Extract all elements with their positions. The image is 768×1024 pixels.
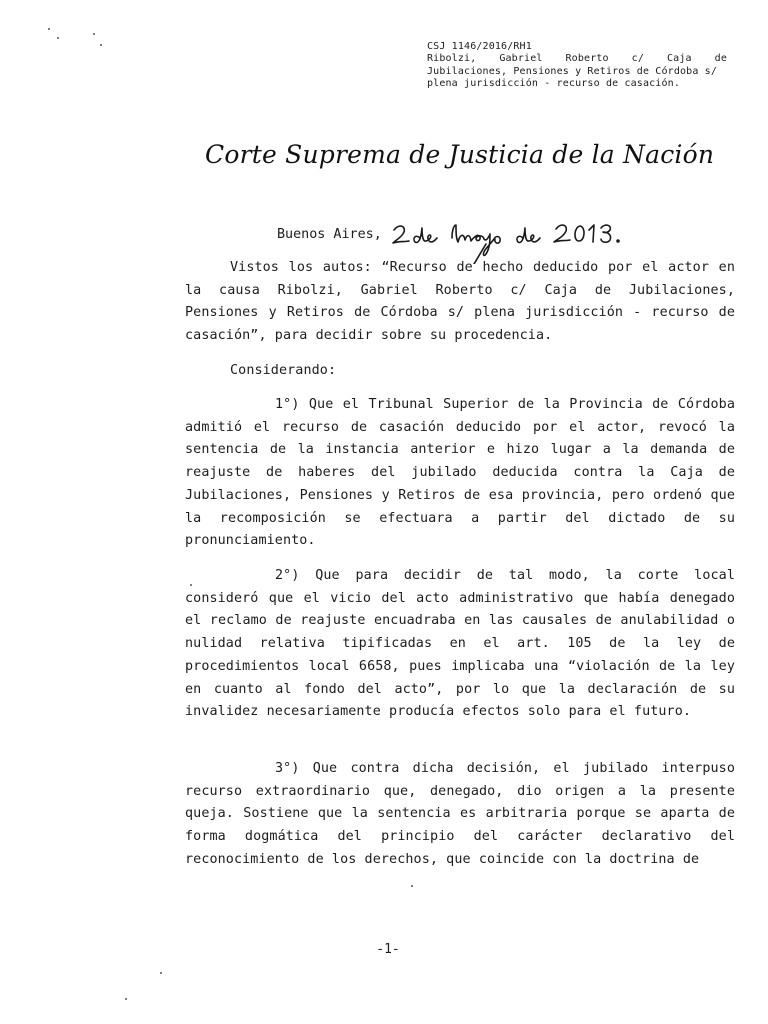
scan-speck (411, 885, 413, 887)
scan-speck (160, 972, 162, 974)
case-caption-line: Jubilaciones, Pensiones y Retiros de Córdoba s/ (427, 65, 718, 77)
paragraph-1 (185, 394, 735, 553)
paragraph-2 (185, 565, 735, 724)
paragraph-3 (185, 758, 735, 872)
case-number: CSJ 1146/2016/RH1 (427, 41, 532, 52)
page-number: -1- (376, 942, 400, 957)
scan-speck (125, 998, 127, 1000)
court-title: Corte Suprema de Justicia de la Nación (205, 140, 715, 169)
case-caption-line: Ribolzi, Gabriel Roberto c/ Caja de (427, 53, 727, 65)
date-line (277, 220, 680, 260)
case-caption-line: plena jurisdicción - recurso de casación. (427, 77, 680, 89)
case-reference-header (427, 41, 727, 90)
paragraph-considerando (185, 360, 735, 383)
scan-speck (48, 28, 50, 30)
scan-speck (93, 33, 95, 35)
paragraph-text: 1°) Que el Tribunal Superior de la Provincia de Córdoba admitió el recurso de casación deducido por el actor, revocó la sentencia de la instancia anterior e hizo lugar a la demanda de reajuste de haberes del jubilado deducida contra la Caja de Jubilaciones, Pensiones y Retiros de esa provincia, pero ordenó que la recomposición se efectuara a partir del dictado de su pronunciamiento. (185, 397, 735, 549)
paragraph-vistos (185, 257, 735, 348)
scan-speck (100, 44, 102, 46)
date-label: Buenos Aires, (277, 227, 382, 242)
paragraph-text: 3°) Que contra dicha decisión, el jubilado interpuso recurso extraordinario que, denegado, dio origen a la presente queja. Sostiene que la sentencia es arbitraria porque se aparta de forma dogmática del principio del carácter declarativo del reconocimiento de los derechos, que coincide con la doctrina de (185, 761, 735, 867)
paragraph-text: Vistos los autos: “Recurso de hecho deducido por el actor en la causa Ribolzi, Gabriel Roberto c/ Caja de Jubilaciones, Pensiones y Retiros de Córdoba s/ plena jurisdicción - recurso de casación”, para decidir sobre su procedencia. (185, 260, 735, 344)
paragraph-text: Considerando: (230, 363, 337, 378)
paragraph-text: 2°) Que para decidir de tal modo, la corte local consideró que el vicio del acto administrativo que había denegado el reclamo de reajuste encuadraba en las causales de anulabilidad o nulidad relativa tipificadas en el art. 105 de la ley de procedimientos local 6658, pues implicaba una “violación de la ley en cuanto al fondo del acto”, por lo que la declaración de su invalidez necesariamente producía efectos solo para el futuro. (185, 568, 735, 720)
scan-speck (57, 37, 59, 39)
